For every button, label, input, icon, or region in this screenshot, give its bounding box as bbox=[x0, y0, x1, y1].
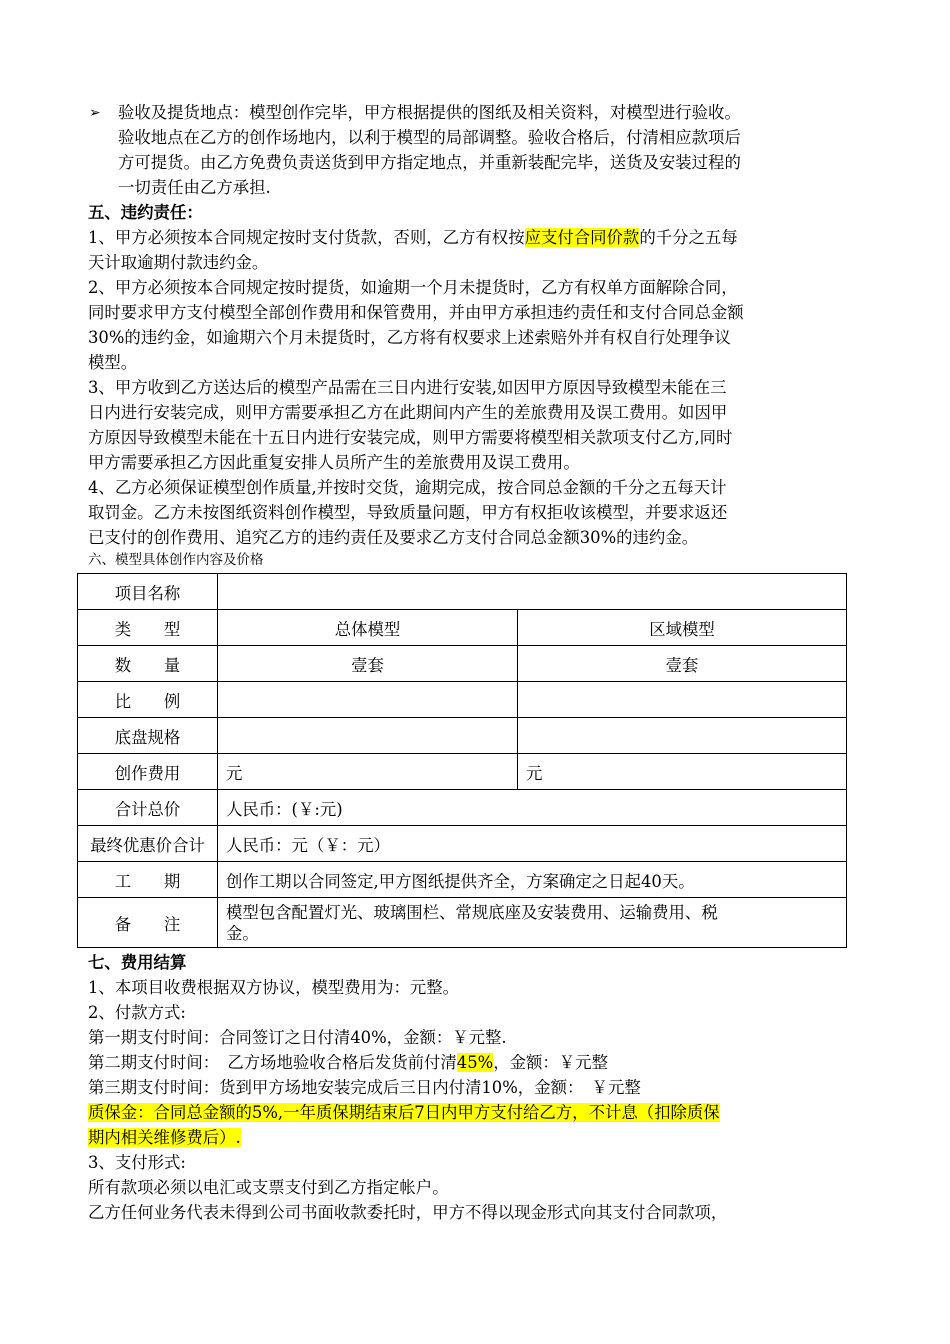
payment-phase-2-text-b: ，金额：￥元整 bbox=[493, 1053, 608, 1072]
table-row bbox=[78, 574, 847, 610]
warranty-line-1 bbox=[88, 1101, 720, 1125]
payment-phase-3: 第三期支付时间：货到甲方场地安装完成后三日内付清10%，金额： ￥元整 bbox=[88, 1078, 641, 1097]
remark-value bbox=[218, 898, 847, 948]
scale-label: 比 例 bbox=[78, 682, 218, 718]
table-row bbox=[78, 790, 847, 826]
payment-phase-1: 第一期支付时间：合同签订之日付清40%，金额：￥元整. bbox=[88, 1028, 507, 1047]
type-overall: 总体模型 bbox=[218, 610, 518, 646]
table-row bbox=[78, 754, 847, 790]
clause1-line-1 bbox=[88, 226, 738, 250]
section5-heading: 五、违约责任： bbox=[88, 203, 203, 222]
clause2-line-2: 同时要求甲方支付模型全部创作费用和保管费用，并由甲方承担违约责任和支付合同总金额 bbox=[88, 303, 744, 322]
table-row bbox=[78, 898, 847, 948]
clause1-highlight: 应支付合同价款 bbox=[524, 228, 640, 247]
acceptance-line-3: 方可提货。由乙方免费负责送货到甲方指定地点，并重新装配完毕，送货及安装过程的 bbox=[118, 153, 741, 172]
total-value: 人民币：(￥:元) bbox=[218, 790, 847, 826]
table-row bbox=[78, 646, 847, 682]
remark-label: 备 注 bbox=[78, 898, 218, 948]
base-label: 底盘规格 bbox=[78, 718, 218, 754]
clause1-text-a: 1、甲方必须按本合同规定按时支付货款，否则，乙方有权按 bbox=[88, 228, 525, 247]
type-label: 类 型 bbox=[78, 610, 218, 646]
clause3-line-2: 日内进行安装完成，则甲方需要承担乙方在此期间内产生的差旅费用及误工费用。如因甲 bbox=[88, 403, 728, 422]
warranty-line-2-text: 期内相关维修费后）. bbox=[88, 1128, 241, 1147]
fee-item-1: 1、本项目收费根据双方协议，模型费用为：元整。 bbox=[88, 978, 460, 997]
type-regional: 区域模型 bbox=[518, 610, 847, 646]
payment-phase-2-text-a: 第二期支付时间： 乙方场地验收合格后发货前付清 bbox=[88, 1053, 457, 1072]
section7-heading: 七、费用结算 bbox=[88, 953, 187, 972]
fee-regional: 元 bbox=[518, 754, 847, 790]
clause4-line-2: 取罚金。乙方未按图纸资料创作模型，导致质量问题，甲方有权拒收该模型，并要求返还 bbox=[88, 503, 728, 522]
table-row bbox=[78, 718, 847, 754]
clause2-line-4: 模型。 bbox=[88, 353, 138, 372]
table-row bbox=[78, 826, 847, 862]
acceptance-line-1: 验收及提货地点：模型创作完毕，甲方根据提供的图纸及相关资料，对模型进行验收。 bbox=[118, 103, 741, 122]
project-name-value bbox=[218, 574, 847, 610]
fee-label: 创作费用 bbox=[78, 754, 218, 790]
bullet-arrow-icon: ➢ bbox=[89, 105, 101, 121]
final-price-value: 人民币：元（￥：元） bbox=[218, 826, 847, 862]
warranty-line-2 bbox=[88, 1126, 241, 1150]
remark-line-2: 金。 bbox=[226, 923, 259, 943]
clause4-line-3: 已支付的创作费用、追究乙方的违约责任及要求乙方支付合同总金额30%的违约金。 bbox=[88, 528, 699, 547]
payment-form-2: 乙方任何业务代表未得到公司书面收款委托时，甲方不得以现金形式向其支付合同款项， bbox=[88, 1203, 728, 1222]
clause2-line-1: 2、甲方必须按本合同规定按时提货，如逾期一个月未提货时，乙方有权单方面解除合同， bbox=[88, 278, 738, 297]
base-regional bbox=[518, 718, 847, 754]
period-label: 工 期 bbox=[78, 862, 218, 898]
price-table bbox=[77, 573, 847, 948]
payment-phase-2 bbox=[88, 1051, 608, 1075]
warranty-line-1-text: 质保金：合同总金额的5%,一年质保期结束后7日内甲方支付给乙方，不计息（扣除质保 bbox=[88, 1103, 720, 1122]
table-row bbox=[78, 610, 847, 646]
table-row bbox=[78, 682, 847, 718]
clause1-text-b: 的千分之五每 bbox=[639, 228, 738, 247]
section6-heading: 六、模型具体创作内容及价格 bbox=[88, 552, 264, 568]
clause3-line-4: 甲方需要承担乙方因此重复安排人员所产生的差旅费用及误工费用。 bbox=[88, 453, 580, 472]
quantity-label: 数 量 bbox=[78, 646, 218, 682]
fee-item-2: 2、付款方式: bbox=[88, 1003, 186, 1022]
scale-regional bbox=[518, 682, 847, 718]
project-name-label: 项目名称 bbox=[78, 574, 218, 610]
clause4-line-1: 4、乙方必须保证模型创作质量,并按时交货，逾期完成，按合同总金额的千分之五每天计 bbox=[88, 478, 727, 497]
payment-phase-2-highlight: 45% bbox=[456, 1053, 494, 1072]
fee-overall: 元 bbox=[218, 754, 518, 790]
quantity-regional: 壹套 bbox=[518, 646, 847, 682]
remark-line-1: 模型包含配置灯光、玻璃围栏、常规底座及安装费用、运输费用、税 bbox=[226, 902, 718, 922]
total-label: 合计总价 bbox=[78, 790, 218, 826]
acceptance-line-2: 验收地点在乙方的创作场地内，以利于模型的局部调整。验收合格后，付清相应款项后 bbox=[118, 128, 741, 147]
clause3-line-1: 3、甲方收到乙方送达后的模型产品需在三日内进行安装,如因甲方原因导致模型未能在三 bbox=[88, 378, 727, 397]
table-row bbox=[78, 862, 847, 898]
final-price-label: 最终优惠价合计 bbox=[78, 826, 218, 862]
quantity-overall: 壹套 bbox=[218, 646, 518, 682]
clause2-line-3: 30%的违约金，如逾期六个月未提货时，乙方将有权要求上述索赔外并有权自行处理争议 bbox=[88, 328, 731, 347]
payment-form-1: 所有款项必须以电汇或支票支付到乙方指定帐户。 bbox=[88, 1178, 449, 1197]
fee-item-3: 3、支付形式: bbox=[88, 1153, 186, 1172]
scale-overall bbox=[218, 682, 518, 718]
period-value: 创作工期以合同签定,甲方图纸提供齐全，方案确定之日起40天。 bbox=[218, 862, 847, 898]
acceptance-line-4: 一切责任由乙方承担. bbox=[118, 178, 271, 197]
clause3-line-3: 方原因导致模型未能在十五日内进行安装完成，则甲方需要将模型相关款项支付乙方,同时 bbox=[88, 428, 733, 447]
base-overall bbox=[218, 718, 518, 754]
clause1-line-2: 天计取逾期付款违约金。 bbox=[88, 253, 269, 272]
